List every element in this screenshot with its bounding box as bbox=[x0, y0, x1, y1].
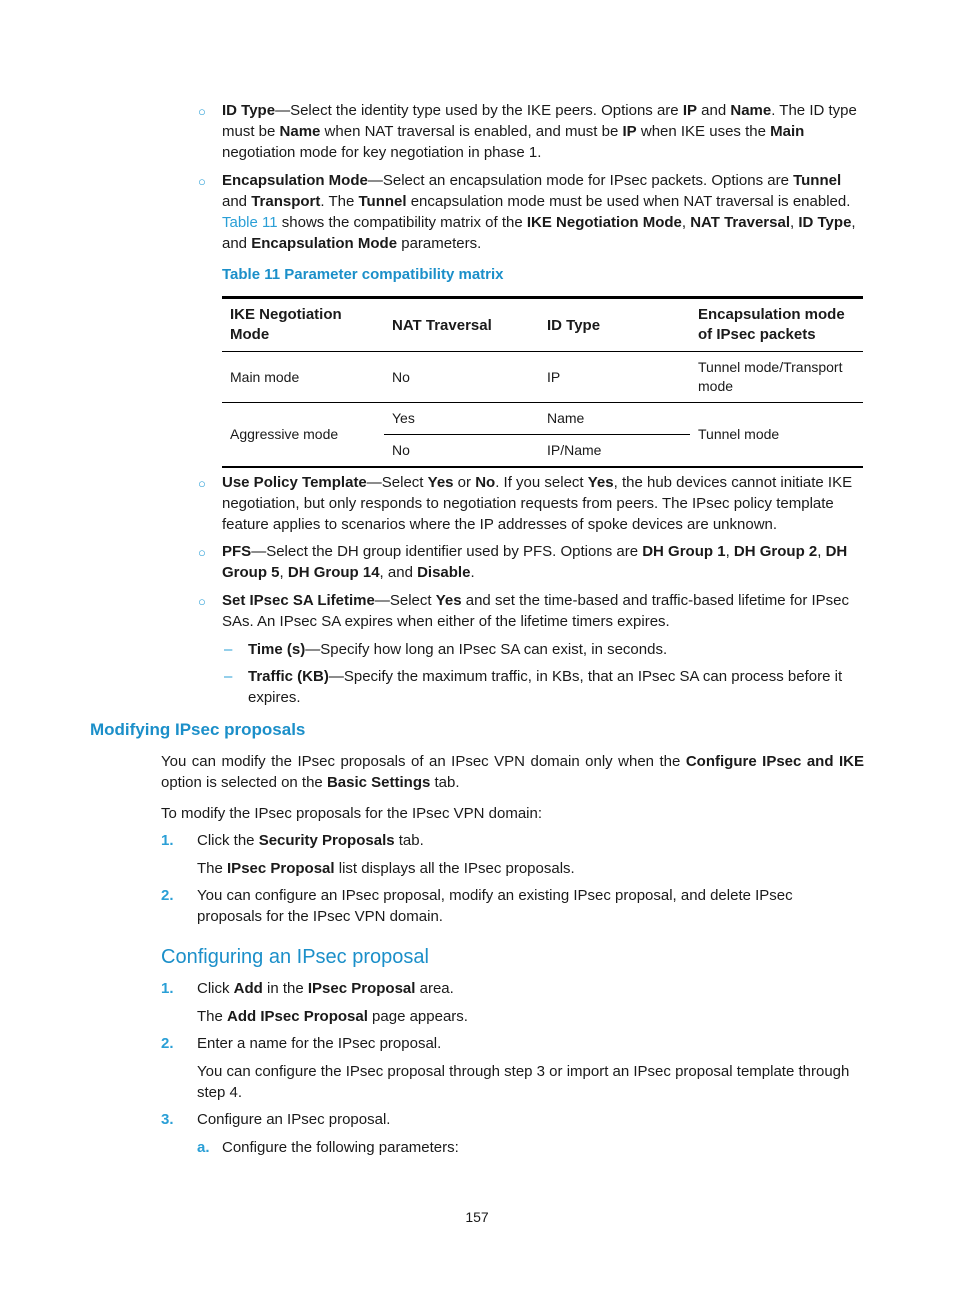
bold-term: ID Type bbox=[798, 214, 852, 231]
substep-text: Configure the following parameters: bbox=[222, 1139, 459, 1156]
bold-term: ID Type bbox=[222, 102, 276, 119]
step-text: Enter a name for the IPsec proposal. bbox=[197, 1035, 442, 1052]
subsection-heading: Configuring an IPsec proposal bbox=[161, 946, 429, 968]
bold-term: IP bbox=[622, 123, 637, 140]
bold-term: Tunnel bbox=[358, 193, 407, 210]
bullet-id-type: ID Type—Select the identity type used by the IKE peers. Options are IP and Name. The ID type must be Name when NAT traversal is enabled, and must be IP when IKE uses the Main negotiation mode for key negotiation in phase 1. bbox=[222, 102, 857, 161]
bold-term: Disable bbox=[417, 564, 471, 581]
step-text: You can configure an IPsec proposal, modify an existing IPsec proposal, and delete IPsec proposals for the IPsec VPN domain. bbox=[197, 887, 793, 925]
sub-bullet-traffic: Traffic (KB)—Specify the maximum traffic, in KBs, that an IPsec SA can process before it expires. bbox=[248, 668, 843, 706]
table-cell: Tunnel mode/Transport mode bbox=[690, 352, 863, 403]
table-header: ID Type bbox=[539, 298, 690, 352]
step-number: 1. bbox=[161, 980, 174, 997]
bold-term: IP bbox=[682, 102, 697, 119]
bold-term: Configure IPsec and IKE bbox=[685, 753, 864, 770]
table-cell: Aggressive mode bbox=[222, 403, 384, 468]
bold-term: Add bbox=[233, 980, 263, 997]
table-cell: Name bbox=[539, 403, 690, 435]
bullet-icon: ○ bbox=[198, 104, 206, 119]
step-text: Click Add in the IPsec Proposal area. bbox=[197, 980, 454, 997]
bold-term: Main bbox=[770, 123, 805, 140]
table-cell: No bbox=[384, 435, 539, 468]
bold-term: Name bbox=[730, 102, 772, 119]
bold-term: DH Group 5 bbox=[222, 543, 848, 581]
bold-term: Yes bbox=[427, 474, 454, 491]
step-text: Click the Security Proposals tab. bbox=[197, 832, 424, 849]
page-number: 157 bbox=[465, 1209, 489, 1225]
table-row bbox=[222, 403, 863, 435]
bullet-icon: ○ bbox=[198, 174, 206, 189]
bold-term: IPsec Proposal bbox=[307, 980, 416, 997]
table-cell: Tunnel mode bbox=[690, 403, 863, 468]
step-note: The IPsec Proposal list displays all the IPsec proposals. bbox=[197, 860, 575, 877]
bold-term: Add IPsec Proposal bbox=[227, 1008, 368, 1025]
bold-term: Encapsulation Mode bbox=[251, 235, 398, 252]
bold-term: Name bbox=[279, 123, 321, 140]
bullet-set-ipsec-sa-lifetime: Set IPsec SA Lifetime—Select Yes and set the time-based and traffic-based lifetime for IPsec SAs. An IPsec SA expires when either of the lifetime timers expires. bbox=[222, 592, 849, 630]
bold-term: Yes bbox=[435, 592, 462, 609]
step-number: 1. bbox=[161, 832, 174, 849]
bold-term: Encapsulation Mode bbox=[222, 172, 368, 189]
dash-icon: – bbox=[224, 668, 233, 685]
bold-term: NAT Traversal bbox=[690, 214, 790, 231]
substep-letter: a. bbox=[197, 1139, 210, 1156]
table-header: NAT Traversal bbox=[384, 298, 539, 352]
compatibility-matrix-table bbox=[222, 296, 863, 468]
step-number: 2. bbox=[161, 1035, 174, 1052]
table-header: IKE Negotiation Mode bbox=[222, 298, 384, 352]
paragraph: To modify the IPsec proposals for the IPsec VPN domain: bbox=[161, 805, 543, 822]
bullet-encapsulation-mode: Encapsulation Mode—Select an encapsulation mode for IPsec packets. Options are Tunnel and Transport. The Tunnel encapsulation mode must be used when NAT traversal is enabled. Table 11 shows the compatibility matrix of the IKE Negotiation Mode, NAT Traversal, ID Type, and Encapsulation Mode parameters. bbox=[222, 172, 856, 252]
bold-term: Security Proposals bbox=[258, 832, 395, 849]
dash-icon: – bbox=[224, 641, 233, 658]
bold-term: DH Group 14 bbox=[287, 564, 380, 581]
table-row bbox=[222, 352, 863, 403]
bold-term: DH Group 1 bbox=[642, 543, 726, 560]
table-header: Encapsulation mode of IPsec packets bbox=[690, 298, 863, 352]
step-note: You can configure the IPsec proposal through step 3 or import an IPsec proposal template through step 4. bbox=[197, 1063, 850, 1101]
sub-bullet-time: Time (s)—Specify how long an IPsec SA can exist, in seconds. bbox=[248, 641, 668, 658]
section-heading: Modifying IPsec proposals bbox=[90, 720, 306, 739]
table-cell: Main mode bbox=[222, 352, 384, 403]
bold-term: Basic Settings bbox=[326, 774, 431, 791]
bold-term: Time (s) bbox=[248, 641, 306, 658]
bullet-icon: ○ bbox=[198, 594, 206, 609]
step-note: The Add IPsec Proposal page appears. bbox=[197, 1008, 468, 1025]
bold-term: Traffic (KB) bbox=[248, 668, 329, 685]
step-number: 3. bbox=[161, 1111, 174, 1128]
bold-term: Set IPsec SA Lifetime bbox=[222, 592, 375, 609]
bullet-pfs: PFS—Select the DH group identifier used by PFS. Options are DH Group 1, DH Group 2, DH Group 5, DH Group 14, and Disable. bbox=[222, 543, 848, 581]
table-link[interactable]: Table 11 bbox=[222, 214, 278, 231]
table-cell: IP/Name bbox=[539, 435, 690, 468]
step-number: 2. bbox=[161, 887, 174, 904]
bold-term: PFS bbox=[222, 543, 252, 560]
bold-term: Tunnel bbox=[793, 172, 842, 189]
bold-term: DH Group 2 bbox=[733, 543, 818, 560]
table-caption: Table 11 Parameter compatibility matrix bbox=[222, 266, 504, 283]
table-cell: No bbox=[384, 352, 539, 403]
step-text: Configure an IPsec proposal. bbox=[197, 1111, 391, 1128]
bold-term: Transport bbox=[251, 193, 321, 210]
bold-term: Use Policy Template bbox=[222, 474, 367, 491]
bold-term: IPsec Proposal bbox=[227, 860, 335, 877]
table-cell: IP bbox=[539, 352, 690, 403]
bullet-icon: ○ bbox=[198, 476, 206, 491]
bold-term: No bbox=[475, 474, 496, 491]
bold-term: IKE Negotiation Mode bbox=[526, 214, 682, 231]
bold-term: Yes bbox=[587, 474, 614, 491]
table-cell: Yes bbox=[384, 403, 539, 435]
paragraph: You can modify the IPsec proposals of an IPsec VPN domain only when the Configure IPsec and IKE option is selected on the Basic Settings tab. bbox=[161, 753, 864, 791]
bullet-use-policy-template: Use Policy Template—Select Yes or No. If you select Yes, the hub devices cannot initiate IKE negotiation, but only responds to negotiation requests from peers. The IPsec policy template feature applies to scenarios where the IP addresses of spoke devices are unknown. bbox=[222, 474, 853, 533]
bullet-icon: ○ bbox=[198, 545, 206, 560]
